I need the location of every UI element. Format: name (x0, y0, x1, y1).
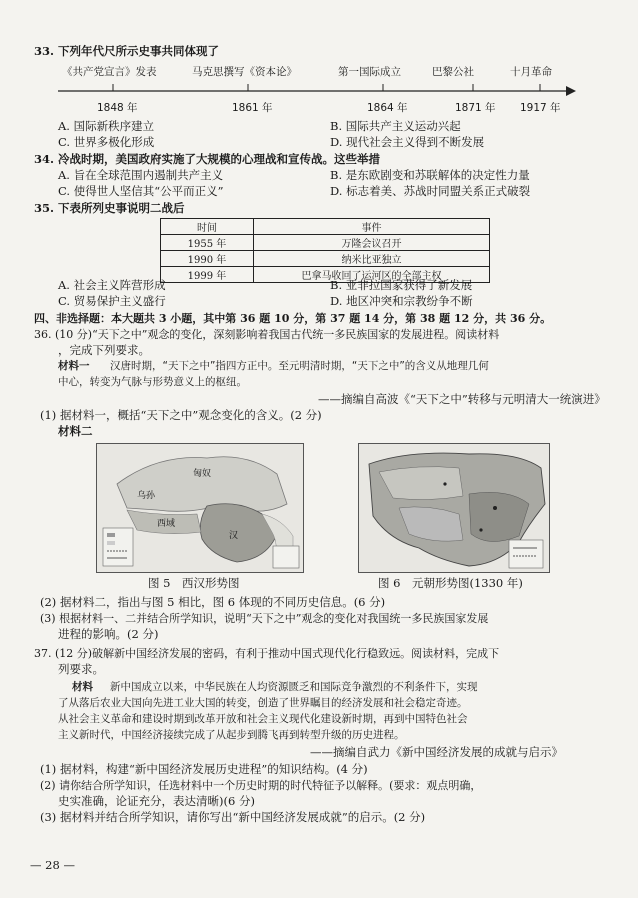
table-cell: 1955 年 (161, 235, 254, 251)
q37-requirement-2-line2: 史实准确，论证充分，表达清晰)(6 分) (58, 794, 255, 808)
q37-stem-line1: 37. (12 分)破解新中国经济发展的密码，有利于推动中国式现代化行稳致远。阅读材料，完成下 (34, 647, 500, 660)
q35-table (160, 218, 490, 283)
timeline-event-5: 十月革命 (510, 66, 552, 78)
q37-material-source: ——摘编自武力《新中国经济发展的成就与启示》 (310, 745, 563, 759)
q33-option-a: A. 国际新秩序建立 (58, 119, 155, 133)
timeline-year-2: 1861 年 (232, 102, 273, 114)
timeline-year-1: 1848 年 (97, 102, 138, 114)
timeline-year-5: 1917 年 (520, 102, 561, 114)
map-yuan-dynasty (358, 443, 550, 573)
table-row (161, 251, 490, 267)
map1-caption: 图 5 西汉形势图 (148, 576, 240, 590)
map-yuan-dynasty-graphic (359, 444, 549, 572)
map1-label-xiyu: 西域 (157, 519, 176, 529)
table-row (161, 235, 490, 251)
timeline-axis (58, 80, 576, 102)
q34-option-c: C. 使得世人坚信其“公平而正义” (58, 184, 224, 198)
q36-material1-label: 材料一 (58, 360, 90, 372)
timeline-event-1: 《共产党宣言》发表 (62, 66, 157, 78)
q36-requirement-3-line1: (3) 根据材料一、二并结合所学知识，说明“天下之中”观念的变化对我国统一多民族国家发展 (40, 612, 489, 625)
map2-caption: 图 6 元朝形势图(1330 年) (378, 576, 523, 590)
q36-requirement-3-line2: 进程的影响。(2 分) (58, 627, 159, 641)
map1-label-han: 汉 (229, 531, 239, 541)
map-western-han (96, 443, 304, 573)
q37-stem-line2: 列要求。 (58, 662, 104, 676)
q37-material-line1: 新中国成立以来，中华民族在人均资源匮乏和国际竞争激烈的不利条件下，实现 (110, 681, 478, 693)
q35-option-a: A. 社会主义阵营形成 (58, 278, 166, 292)
map1-label-xiongnu: 匈奴 (193, 469, 212, 479)
q37-requirement-1: (1) 据材料，构建“新中国经济发展历史进程”的知识结构。(4 分) (40, 762, 368, 776)
q36-material1-line2: 中心，转变为气脉与形势意义上的枢纽。 (58, 376, 247, 388)
q37-material-line4: 主义新时代，中国经济接续完成了从起步到腾飞再到转型升级的历史进程。 (58, 729, 405, 741)
table-cell: 1999 年 (161, 267, 254, 283)
q36-stem-line1: 36. (10 分)“天下之中”观念的变化，深刻影响着我国古代统一多民族国家的发展进程。阅读材料 (34, 328, 500, 341)
q37-material-line3: 从社会主义革命和建设时期到改革开放和社会主义现代化建设新时期，再到中国特色社会 (58, 713, 468, 725)
timeline-event-3: 第一国际成立 (338, 66, 401, 78)
timeline-year-3: 1864 年 (367, 102, 408, 114)
q37-material-line2: 了从落后农业大国向先进工业大国的转变，创造了世界瞩目的经济发展和社会稳定奇迹。 (58, 697, 468, 709)
q33-option-d: D. 现代社会主义得到不断发展 (330, 135, 485, 149)
q34-stem: 34. 冷战时期，美国政府实施了大规模的心理战和宣传战。这些举措 (34, 152, 381, 166)
q35-option-d: D. 地区冲突和宗教纷争不断 (330, 294, 473, 308)
table-cell: 纳米比亚独立 (254, 251, 490, 267)
q36-stem-line2: ，完成下列要求。 (58, 343, 150, 357)
q36-material2-label: 材料二 (58, 424, 93, 438)
page-number: — 28 — (30, 858, 75, 872)
q36-material1-source: ——摘编自高波《“天下之中”转移与元明清大一统演进》 (318, 392, 606, 406)
timeline-event-2: 马克思撰写《资本论》 (192, 66, 297, 78)
timeline-year-4: 1871 年 (455, 102, 496, 114)
map-western-han-graphic (97, 444, 303, 572)
q34-option-b: B. 是东欧剧变和苏联解体的决定性力量 (330, 168, 530, 182)
q35-option-b: B. 亚非拉国家获得了新发展 (330, 278, 473, 292)
timeline-event-4: 巴黎公社 (432, 66, 474, 78)
q33-option-b: B. 国际共产主义运动兴起 (330, 119, 461, 133)
table-cell: 1990 年 (161, 251, 254, 267)
q37-requirement-2-line1: (2) 请你结合所学知识，任选材料中一个历史时期的时代特征予以解释。(要求：观点明确， (40, 779, 482, 792)
q37-material-label: 材料 (72, 681, 93, 693)
q33-stem: 33. 下列年代尺所示史事共同体现了 (34, 44, 220, 58)
map1-label-wusun: 乌孙 (137, 491, 156, 501)
section-header: 四、非选择题：本大题共 3 小题，其中第 36 题 10 分，第 37 题 14 分，第 38 题 12 分，共 36 分。 (34, 312, 552, 325)
table-cell: 万隆会议召开 (254, 235, 490, 251)
q34-option-a: A. 旨在全球范围内遏制共产主义 (58, 168, 224, 182)
table-header-time: 时间 (161, 219, 254, 235)
q36-material1-line1: 汉唐时期，“天下之中”指四方正中。至元明清时期，“天下之中”的含义从地理几何 (110, 360, 489, 372)
q36-requirement-1: (1) 据材料一，概括“天下之中”观念变化的含义。(2 分) (40, 408, 322, 422)
q35-option-c: C. 贸易保护主义盛行 (58, 294, 166, 308)
q34-option-d: D. 标志着美、苏战时同盟关系正式破裂 (330, 184, 531, 198)
table-header-event: 事件 (254, 219, 490, 235)
q37-requirement-3: (3) 据材料并结合所学知识，请你写出“新中国经济发展成就”的启示。(2 分) (40, 810, 426, 824)
q33-option-c: C. 世界多极化形成 (58, 135, 155, 149)
table-cell: 巴拿马收回了运河区的全部主权 (254, 267, 490, 283)
q35-stem: 35. 下表所列史事说明二战后 (34, 201, 185, 215)
q36-requirement-2: (2) 据材料二，指出与图 5 相比，图 6 体现的不同历史信息。(6 分) (40, 595, 386, 609)
